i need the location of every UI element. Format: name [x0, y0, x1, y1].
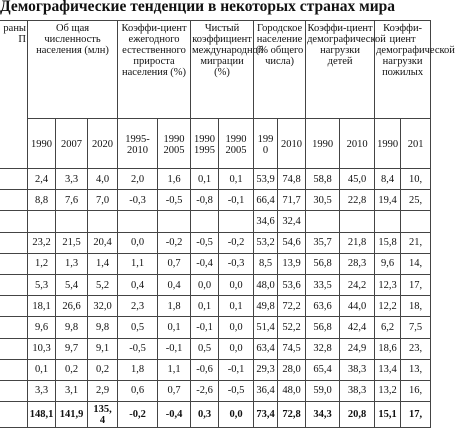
table-cell: 63,4 [254, 338, 278, 359]
table-row [0, 274, 431, 295]
table-cell: 21, [401, 232, 431, 253]
table-row [0, 296, 431, 317]
country-name [0, 296, 28, 317]
table-cell: 3,3 [56, 169, 88, 190]
country-name [0, 402, 28, 428]
table-cell: 0,0 [219, 274, 254, 295]
total-row [0, 402, 431, 428]
table-cell: 38,3 [340, 380, 375, 401]
table-cell: -0,1 [158, 338, 191, 359]
table-cell: 18,6 [375, 338, 401, 359]
table-cell: 0,0 [118, 232, 158, 253]
table-cell: 2,3 [118, 296, 158, 317]
table-cell: 0,6 [118, 380, 158, 401]
table-cell: 20,8 [340, 402, 375, 428]
table-cell: 9,8 [56, 317, 88, 338]
table-cell: 18,1 [28, 296, 56, 317]
table-cell: 56,8 [306, 253, 340, 274]
table-cell: 0,1 [219, 296, 254, 317]
table-cell: 0,1 [28, 359, 56, 380]
table-cell: 1,8 [118, 359, 158, 380]
table-cell: 20,4 [88, 232, 118, 253]
table-row [0, 253, 431, 274]
table-row [0, 359, 431, 380]
country-name [0, 359, 28, 380]
table-cell: 8,5 [254, 253, 278, 274]
year-header: 1990 2005 [219, 119, 254, 169]
table-cell: -0,2 [219, 232, 254, 253]
table-cell: 2,4 [28, 169, 56, 190]
table-cell: 10, [401, 169, 431, 190]
table-cell [375, 211, 401, 232]
table-cell: 5,3 [28, 274, 56, 295]
table-cell: 15,1 [375, 402, 401, 428]
table-cell: 0,0 [219, 402, 254, 428]
table-cell: 36,4 [254, 380, 278, 401]
year-header-row [0, 119, 431, 169]
table-cell [306, 211, 340, 232]
demographics-table [0, 20, 455, 428]
table-cell: 12,2 [375, 296, 401, 317]
table-cell: 18, [401, 296, 431, 317]
table-cell: 7,0 [88, 190, 118, 211]
table-cell: 72,8 [278, 402, 306, 428]
table-cell: 0,4 [158, 274, 191, 295]
table-cell: 0,1 [158, 317, 191, 338]
year-header: 1990 [28, 119, 56, 169]
table-cell: 2,0 [118, 169, 158, 190]
table-cell: 0,4 [118, 274, 158, 295]
table-cell: 4,0 [88, 169, 118, 190]
table-cell: -0,5 [158, 190, 191, 211]
table-cell: 7,5 [401, 317, 431, 338]
table-cell: -0,2 [158, 232, 191, 253]
table-cell: 38,3 [340, 359, 375, 380]
year-header: 201 [401, 119, 431, 169]
table-cell: 13,4 [375, 359, 401, 380]
table-cell: 3,3 [28, 380, 56, 401]
table-cell: 21,5 [56, 232, 88, 253]
table-cell: 1,6 [158, 169, 191, 190]
header-population: Об щая численность населения (млн) [28, 21, 118, 119]
table-cell [28, 211, 56, 232]
year-header: 2020 [88, 119, 118, 169]
header-natural-growth: Коэффи-циент ежегодного естественного прироста населения (%) [118, 21, 191, 119]
table-cell: 135, 4 [88, 402, 118, 428]
header-urban: Городское население (% общего числа) [254, 21, 306, 119]
table-cell: 1,3 [56, 253, 88, 274]
table-cell: 13,9 [278, 253, 306, 274]
table-cell: 7,6 [56, 190, 88, 211]
table-cell: 0,7 [158, 380, 191, 401]
table-cell: 71,7 [278, 190, 306, 211]
table-cell: 17, [401, 274, 431, 295]
table-cell [191, 211, 219, 232]
country-name [0, 253, 28, 274]
table-cell: 63,6 [306, 296, 340, 317]
table-cell: 74,8 [278, 169, 306, 190]
table-cell: 13, [401, 359, 431, 380]
header-country: раны П [0, 21, 28, 169]
table-cell: 32,8 [306, 338, 340, 359]
table-row [0, 232, 431, 253]
country-name [0, 274, 28, 295]
table-cell: 28,0 [278, 359, 306, 380]
table-cell: 48,0 [278, 380, 306, 401]
table-cell: 23, [401, 338, 431, 359]
table-cell: 49,8 [254, 296, 278, 317]
table-cell: 1,8 [158, 296, 191, 317]
table-cell: -0,3 [219, 253, 254, 274]
table-cell: 0,0 [219, 317, 254, 338]
year-header: 2010 [278, 119, 306, 169]
table-cell: 23,2 [28, 232, 56, 253]
country-name [0, 380, 28, 401]
table-cell: -0,4 [158, 402, 191, 428]
table-cell: 9,8 [88, 317, 118, 338]
table-cell: 74,5 [278, 338, 306, 359]
table-cell: 21,8 [340, 232, 375, 253]
table-cell: 48,0 [254, 274, 278, 295]
table-cell: 0,2 [88, 359, 118, 380]
table-cell: 2,9 [88, 380, 118, 401]
year-header: 1990 2005 [158, 119, 191, 169]
table-cell: 1,4 [88, 253, 118, 274]
table-cell [118, 211, 158, 232]
table-cell: 5,4 [56, 274, 88, 295]
country-name [0, 211, 28, 232]
table-cell: 6,2 [375, 317, 401, 338]
year-header: 1995-2010 [118, 119, 158, 169]
table-cell: 8,8 [28, 190, 56, 211]
table-cell: -0,3 [118, 190, 158, 211]
table-cell: 17, [401, 402, 431, 428]
table-cell: 30,5 [306, 190, 340, 211]
table-cell: 0,5 [191, 338, 219, 359]
country-name [0, 338, 28, 359]
table-row [0, 190, 431, 211]
table-row [0, 338, 431, 359]
table-cell: 72,2 [278, 296, 306, 317]
table-cell: 3,1 [56, 380, 88, 401]
table-cell: 56,8 [306, 317, 340, 338]
year-header: 199 0 [254, 119, 278, 169]
table-cell: 28,3 [340, 253, 375, 274]
table-cell: -0,1 [219, 359, 254, 380]
table-cell: -2,6 [191, 380, 219, 401]
table-cell: 15,8 [375, 232, 401, 253]
table-cell: 54,6 [278, 232, 306, 253]
table-cell: -0,1 [219, 190, 254, 211]
table-cell: -0,1 [191, 317, 219, 338]
table-cell [158, 211, 191, 232]
year-header: 1990 [306, 119, 340, 169]
table-cell: 10,3 [28, 338, 56, 359]
table-cell: 1,2 [28, 253, 56, 274]
table-cell: 22,8 [340, 190, 375, 211]
year-header: 1990 1995 [191, 119, 219, 169]
table-cell: 148,1 [28, 402, 56, 428]
table-cell: -0,5 [219, 380, 254, 401]
table-row [0, 317, 431, 338]
header-migration: Чистый коэффициент международной миграции (%) [191, 21, 254, 119]
table-cell: 9,6 [375, 253, 401, 274]
table-cell: 16, [401, 380, 431, 401]
table-cell: 66,4 [254, 190, 278, 211]
table-cell: 29,3 [254, 359, 278, 380]
table-cell: 0,3 [191, 402, 219, 428]
header-dependency-elderly: Коэффи-циент демографической нагрузки пожилых [375, 21, 431, 119]
table-cell: 0,1 [191, 296, 219, 317]
table-cell: 42,4 [340, 317, 375, 338]
table-cell: 13,2 [375, 380, 401, 401]
table-cell: -0,2 [118, 402, 158, 428]
country-name [0, 232, 28, 253]
table-row [0, 211, 431, 232]
table-cell: 9,6 [28, 317, 56, 338]
table-cell: 35,7 [306, 232, 340, 253]
table-row [0, 380, 431, 401]
table-cell: 1,1 [118, 253, 158, 274]
table-cell: 0,0 [219, 338, 254, 359]
table-cell: -0,4 [191, 253, 219, 274]
table-cell: 8,4 [375, 169, 401, 190]
table-cell: -0,8 [191, 190, 219, 211]
table-cell: 33,5 [306, 274, 340, 295]
table-cell: 0,2 [56, 359, 88, 380]
table-cell [401, 211, 431, 232]
table-cell: 0,1 [191, 169, 219, 190]
country-name [0, 169, 28, 190]
table-cell: 9,1 [88, 338, 118, 359]
table-cell: 58,8 [306, 169, 340, 190]
page-title: Демографические тенденции в некоторых странах мира [0, 0, 396, 15]
table-cell: 19,4 [375, 190, 401, 211]
table-cell: 32,4 [278, 211, 306, 232]
table-cell: -0,5 [191, 232, 219, 253]
table-cell: 12,3 [375, 274, 401, 295]
table-cell: 32,0 [88, 296, 118, 317]
table-cell: 5,2 [88, 274, 118, 295]
header-dependency-children: Коэффи-циент демографической нагрузки детей [306, 21, 375, 119]
table-cell: 59,0 [306, 380, 340, 401]
table-cell: 26,6 [56, 296, 88, 317]
table-row [0, 169, 431, 190]
table-cell: 0,0 [191, 274, 219, 295]
table-cell: 1,1 [158, 359, 191, 380]
year-header: 2007 [56, 119, 88, 169]
table-cell: 45,0 [340, 169, 375, 190]
table-cell: 141,9 [56, 402, 88, 428]
table-cell: -0,6 [191, 359, 219, 380]
table-cell: -0,5 [118, 338, 158, 359]
table-cell: 53,2 [254, 232, 278, 253]
table-cell [219, 211, 254, 232]
table-cell: 9,7 [56, 338, 88, 359]
table-cell: 0,5 [118, 317, 158, 338]
country-name [0, 317, 28, 338]
country-name [0, 190, 28, 211]
table-cell: 14, [401, 253, 431, 274]
table-cell: 34,6 [254, 211, 278, 232]
table-cell: 53,9 [254, 169, 278, 190]
table-cell: 0,1 [219, 169, 254, 190]
table-cell: 24,2 [340, 274, 375, 295]
year-header: 1990 [375, 119, 401, 169]
table-cell [88, 211, 118, 232]
table-cell: 65,4 [306, 359, 340, 380]
table-cell: 53,6 [278, 274, 306, 295]
table-cell [56, 211, 88, 232]
table-cell [340, 211, 375, 232]
table-cell: 34,3 [306, 402, 340, 428]
table-cell: 51,4 [254, 317, 278, 338]
table-cell: 52,2 [278, 317, 306, 338]
table-cell: 73,4 [254, 402, 278, 428]
table-cell: 24,9 [340, 338, 375, 359]
table-cell: 25, [401, 190, 431, 211]
year-header: 2010 [340, 119, 375, 169]
table-cell: 44,0 [340, 296, 375, 317]
table-cell: 0,7 [158, 253, 191, 274]
